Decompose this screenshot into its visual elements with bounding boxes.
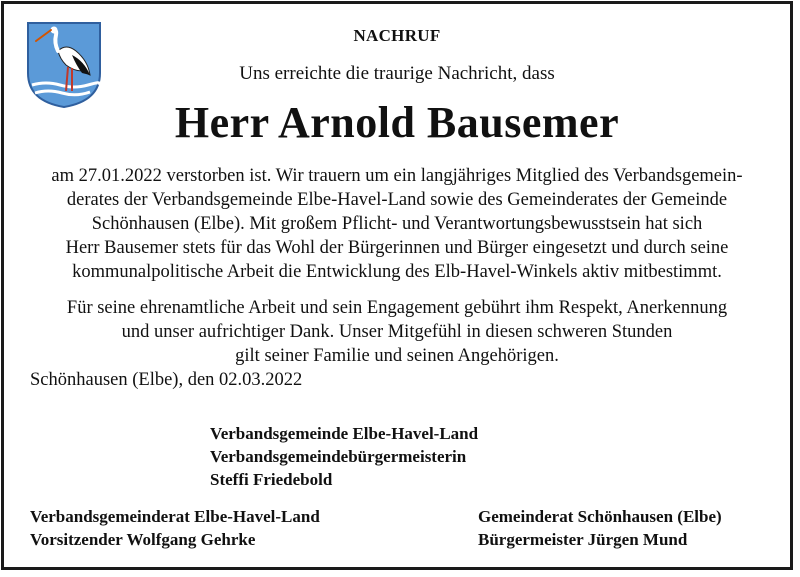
signature-line: Verbandsgemeinderat Elbe-Havel-Land [30,507,320,526]
paragraph-line: gilt seiner Familie und seinen Angehörigen. [235,346,559,366]
signature-block-center [210,422,478,491]
notice-heading: NACHRUF [353,26,441,45]
signature-block-right [478,505,722,551]
place-and-date: Schönhausen (Elbe), den 02.03.2022 [30,370,303,390]
intro-line: Uns erreichte die traurige Nachricht, dass [239,63,555,84]
signature-line: Bürgermeister Jürgen Mund [478,530,688,549]
paragraph-line: derates der Verbandsgemeinde Elbe-Havel-Land sowie des Gemeinderates der Gemeinde [66,190,728,210]
deceased-name: Herr Arnold Bausemer [174,98,620,147]
paragraph-line: kommunalpolitische Arbeit die Entwicklung des Elb-Havel-Winkels aktiv mitbestimmt. [72,262,722,282]
paragraph-line: am 27.01.2022 verstorben ist. Wir trauern um ein langjähriges Mitglied des Verbandsgemein- [51,166,743,186]
paragraph-line: Für seine ehrenamtliche Arbeit und sein Engagement gebührt ihm Respekt, Anerkennung [66,298,728,318]
signature-line: Steffi Friedebold [210,470,333,489]
signature-line: Vorsitzender Wolfgang Gehrke [30,530,256,549]
signature-line: Verbandsgemeinde Elbe-Havel-Land [210,424,479,443]
paragraph-line: Schönhausen (Elbe). Mit großem Pflicht- und Verantwortungsbewusstsein hat sich [91,214,703,234]
paragraph-line: Herr Bausemer stets für das Wohl der Bürgerinnen und Bürger eingesetzt und durch seine [65,238,729,258]
obituary-paragraph-2 [4,296,790,368]
signature-line: Verbandsgemeindebürgermeisterin [210,447,467,466]
obituary-paragraph-1 [4,164,790,284]
obituary-notice [1,1,793,570]
paragraph-line: und unser aufrichtiger Dank. Unser Mitgefühl in diesen schweren Stunden [121,322,673,342]
signature-block-left [30,505,320,551]
signature-line: Gemeinderat Schönhausen (Elbe) [478,507,722,526]
